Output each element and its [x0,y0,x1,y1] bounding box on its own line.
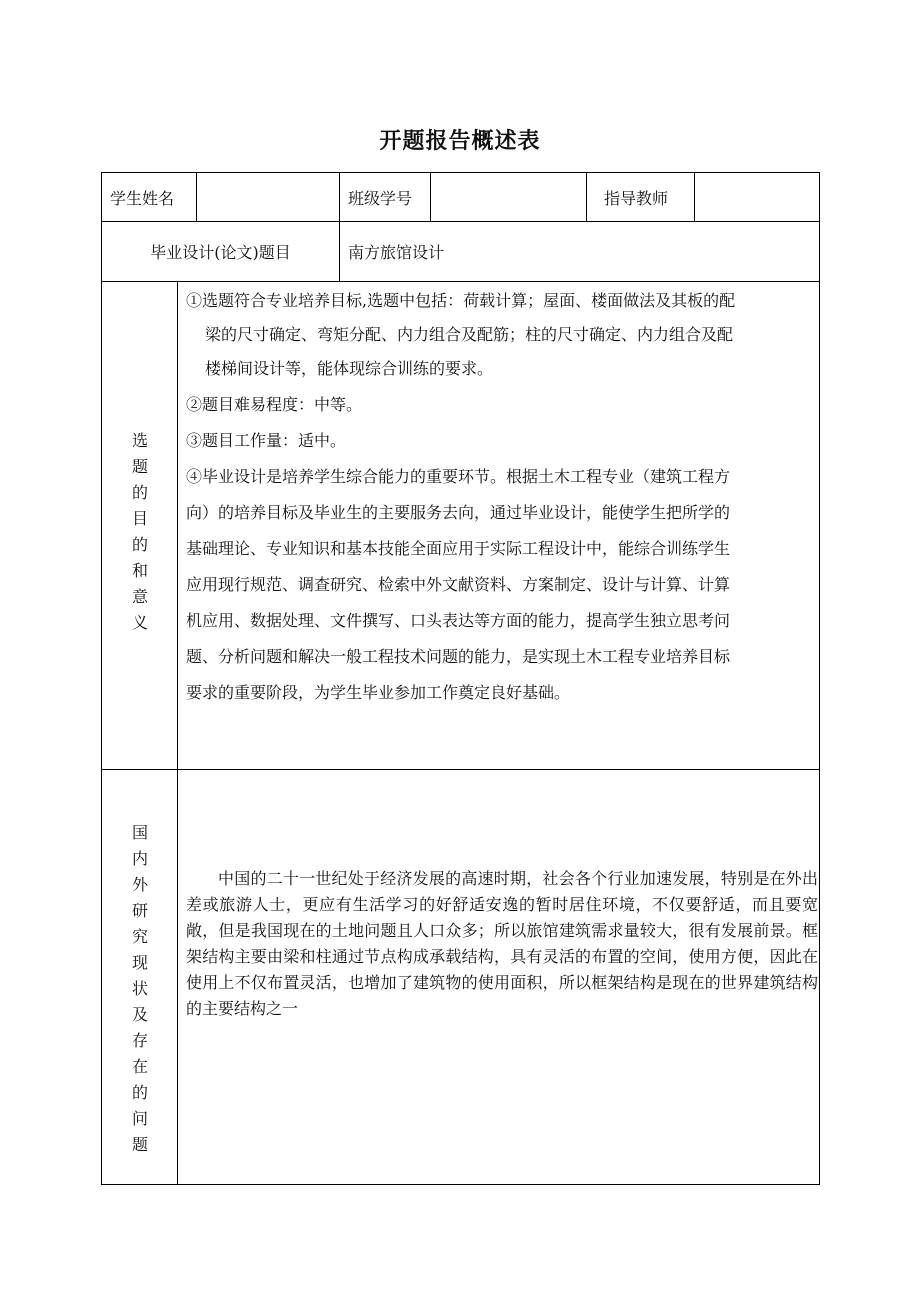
col-divider-class [339,172,340,282]
purpose-line: 要求的重要阶段，为学生毕业参加工作奠定良好基础。 [186,683,571,702]
table-border-bottom [101,1184,820,1185]
label-char: 存 [131,1031,148,1050]
label-char: 现 [131,953,148,972]
purpose-line: 机应用、数据处理、文件撰写、口头表达等方面的能力，提高学生独立思考问 [186,611,731,630]
purpose-line: 向）的培养目标及毕业生的主要服务去向，通过毕业设计，能使学生把所学的 [186,503,731,522]
label-char: 的 [131,1083,148,1102]
label-char: 和 [131,561,148,580]
col-divider-classvalue [430,172,431,222]
row-divider-3 [101,769,820,770]
label-char: 外 [131,875,148,894]
purpose-line: 基础理论、专业知识和基本技能全面应用于实际工程设计中，能综合训练学生 [186,539,731,558]
col-divider-advisorvalue [694,172,695,222]
class-id-value[interactable] [440,173,580,221]
table-border-right [819,172,820,1185]
purpose-line: ③题目工作量：适中。 [186,431,347,450]
label-char: 研 [131,901,148,920]
purpose-line: 楼梯间设计等，能体现综合训练的要求。 [205,359,494,378]
label-char: 在 [131,1057,148,1076]
label-char: 题 [131,457,148,476]
topic-value: 南方旅馆设计 [348,243,445,262]
label-char: 意 [131,587,148,606]
table-border-left [101,172,102,1185]
purpose-section-label [130,428,150,636]
topic-label: 毕业设计(论文)题目 [150,243,291,262]
purpose-line: 梁的尺寸确定、弯矩分配、内力组合及配筋；柱的尺寸确定、内力组合及配 [205,325,734,344]
label-char: 目 [131,509,148,528]
purpose-line: ②题目难易程度：中等。 [186,395,363,414]
label-char: 题 [131,1135,148,1154]
class-id-label: 班级学号 [348,188,413,208]
purpose-line: 题、分析问题和解决一般工程技术问题的能力，是实现土木工程专业培养目标 [186,647,731,666]
label-char: 问 [131,1109,148,1128]
advisor-label: 指导教师 [604,188,669,208]
col-divider-section [177,281,178,1185]
label-char: 义 [131,613,148,632]
purpose-line: ④毕业设计是培养学生综合能力的重要环节。根据土木工程专业（建筑工程方 [186,467,731,486]
student-name-label: 学生姓名 [110,188,175,208]
label-char: 状 [131,979,148,998]
student-name-value[interactable] [205,173,335,221]
page-title: 开题报告概述表 [379,128,541,154]
label-char: 内 [131,849,148,868]
research-section-label [130,820,150,1158]
col-divider-advisor [586,172,587,222]
research-text: 中国的二十一世纪处于经济发展的高速时期，社会各个行业加速发展，特别是在外出差或旅游人士，更应有生活学习的好舒适安逸的暂时居住环境，不仅要舒适，而且要宽敞，但是我国现在的土地问题且人口众多；所以旅馆建筑需求量较大，很有发展前景。框架结构主要由梁和柱通过节点构成承载结构，具有灵活的布置的空间，使用方便，因此在使用上不仅布置灵活，也增加了建筑物的使用面积，所以框架结构是现在的世界建筑结构的主要结构之一 [186,869,818,1018]
purpose-line: ①选题符合专业培养目标,选题中包括：荷载计算；屋面、楼面做法及其板的配 [186,291,736,310]
label-char: 究 [131,927,148,946]
label-char: 国 [131,823,148,842]
row-divider-2 [101,281,820,282]
label-char: 的 [131,483,148,502]
advisor-value[interactable] [703,173,813,221]
col-divider-name [196,172,197,222]
label-char: 及 [131,1005,148,1024]
label-char: 的 [131,535,148,554]
label-char: 选 [131,431,148,450]
purpose-line: 应用现行规范、调查研究、检索中外文献资料、方案制定、设计与计算、计算 [186,575,731,594]
